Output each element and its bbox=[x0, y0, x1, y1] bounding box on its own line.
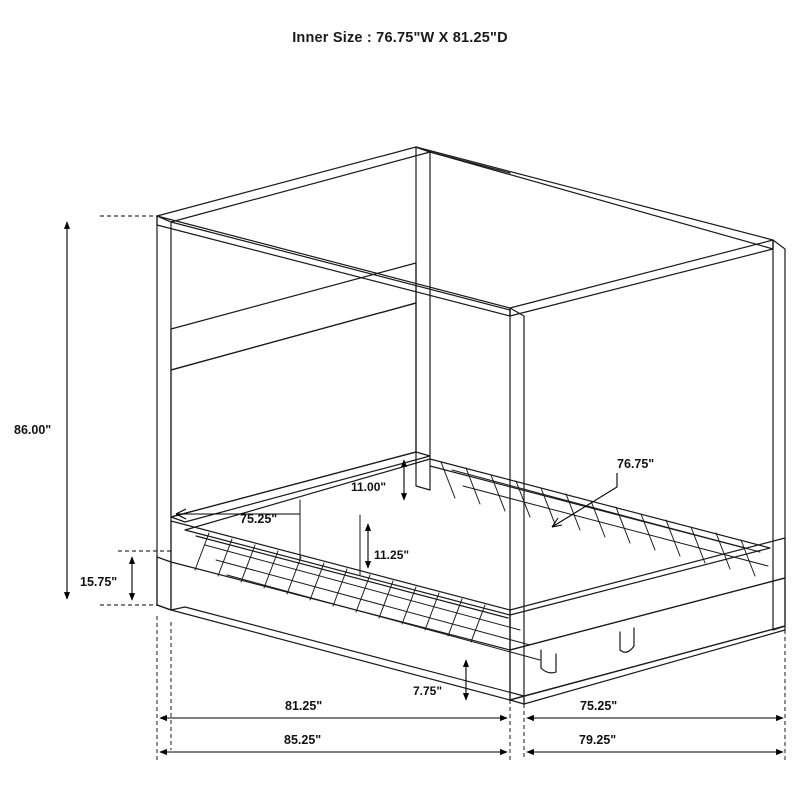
dim-label-inner-length: 75.25" bbox=[240, 512, 278, 526]
center-support-beam bbox=[300, 500, 360, 575]
dim-label-outer-front-length: 85.25" bbox=[284, 733, 322, 747]
canopy-inner-line-b bbox=[430, 152, 510, 173]
slat-deck-outline bbox=[185, 459, 770, 615]
post-back-right bbox=[773, 240, 785, 630]
side-rail-left-bottom bbox=[171, 607, 524, 700]
post-front-right bbox=[510, 308, 524, 704]
canopy-rail-right-front bbox=[510, 240, 773, 316]
dim-label-headboard-height: 11.00" bbox=[351, 480, 387, 494]
slat-group bbox=[195, 533, 485, 642]
dim-label-slat-height: 11.25" bbox=[374, 548, 410, 562]
dim-label-overall-height: 86.00" bbox=[14, 423, 52, 437]
dim-label-inner-width: 76.75" bbox=[617, 457, 655, 471]
center-foot-right bbox=[620, 628, 634, 650]
headboard-top-panel bbox=[171, 263, 416, 370]
dim-label-side-depth: 75.25" bbox=[580, 699, 618, 713]
dim-label-outer-side-depth: 79.25" bbox=[579, 733, 617, 747]
canopy-inner-line-a bbox=[171, 222, 510, 310]
post-back-left bbox=[416, 147, 430, 490]
center-foot-left-base bbox=[541, 668, 556, 673]
canopy-rail-left-back bbox=[157, 216, 510, 316]
rail-right-bottom bbox=[524, 626, 785, 704]
page-title: Inner Size : 76.75"W X 81.25"D bbox=[292, 30, 508, 46]
dim-label-footboard-height: 7.75" bbox=[413, 684, 443, 698]
canopy-rail-left-front bbox=[157, 147, 430, 222]
dim-label-front-length: 81.25" bbox=[285, 699, 323, 713]
center-foot-left bbox=[541, 650, 556, 672]
dim-label-clearance-height: 15.75" bbox=[80, 575, 118, 589]
center-foot-right-base bbox=[620, 646, 634, 652]
rail-right-lower bbox=[510, 578, 785, 700]
side-rail-left-end bbox=[157, 557, 171, 610]
dimension-arrows bbox=[67, 222, 783, 752]
dimension-extension-lines bbox=[100, 216, 785, 760]
